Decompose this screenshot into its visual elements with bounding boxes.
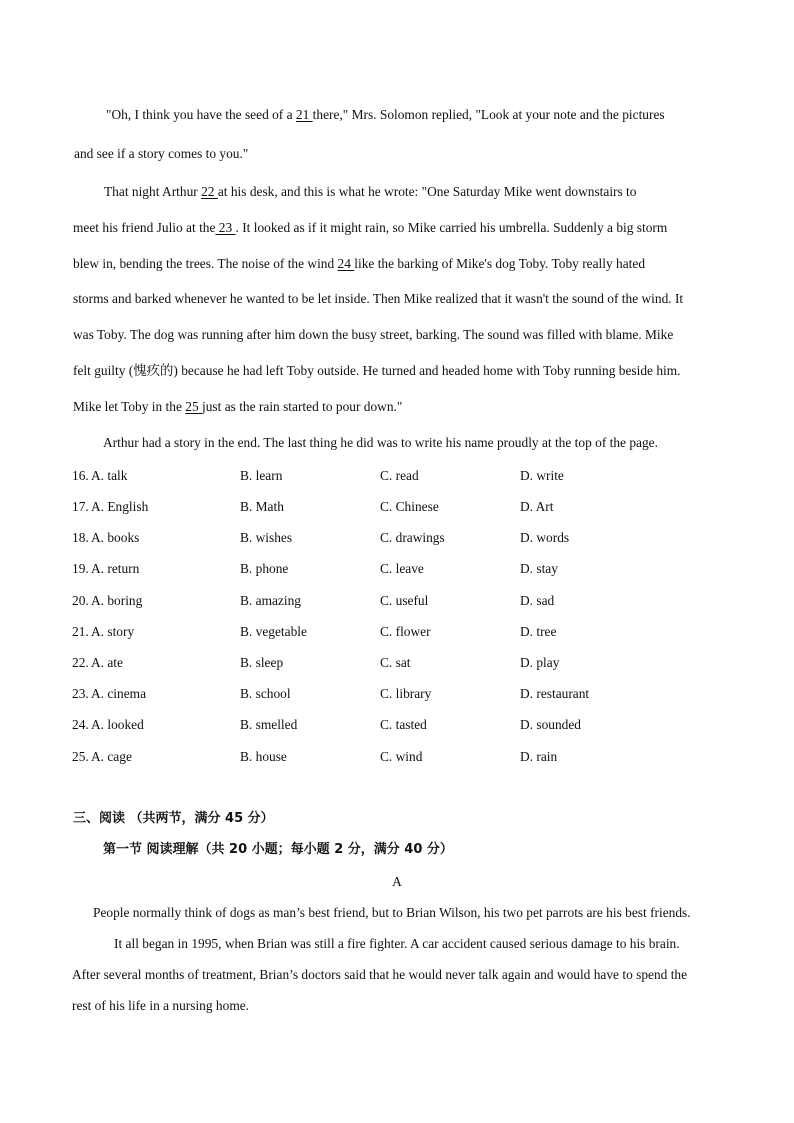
option-c: C. sat: [380, 655, 411, 670]
option-c: C. drawings: [380, 530, 445, 545]
option-b: B. sleep: [240, 655, 284, 670]
passage-line-8: felt guilty (愧疚的) because he had left Toby outside. He turned and headed home with Toby running beside him.: [73, 363, 681, 378]
option-d: D. rain: [520, 749, 558, 764]
blank-23: 23: [215, 220, 236, 235]
option-d: D. play: [520, 655, 560, 670]
reading-line-2: It all began in 1995, when Brian was still a fire fighter. A car accident caused serious damage to his brain.: [114, 936, 680, 951]
question-number: 23.: [72, 686, 89, 701]
passage-line-10: Arthur had a story in the end. The last thing he did was to write his name proudly at the top of the page.: [103, 435, 658, 450]
question-number: 22.: [72, 655, 89, 670]
option-c: C. leave: [380, 561, 424, 576]
option-d: D. write: [520, 468, 564, 483]
passage-line-7: was Toby. The dog was running after him down the busy street, barking. The sound was filled with blame. Mike: [73, 327, 674, 342]
passage-line-1: "Oh, I think you have the seed of a 21 there," Mrs. Solomon replied, "Look at your note and the pictures: [106, 107, 665, 122]
reading-line-1: People normally think of dogs as man’s best friend, but to Brian Wilson, his two pet parrots are his best friends.: [93, 905, 691, 920]
passage-line-3: That night Arthur 22 at his desk, and this is what he wrote: "One Saturday Mike went downstairs to: [104, 184, 637, 199]
passage-line-5: blew in, bending the trees. The noise of the wind 24 like the barking of Mike's dog Toby. Toby really hated: [73, 256, 646, 271]
section-subtitle: 第一节 阅读理解（共 20 小题；每小题 2 分，满分 40 分）: [103, 842, 453, 857]
option-a: A. looked: [91, 717, 144, 732]
option-b: B. vegetable: [240, 624, 307, 639]
question-number: 16.: [72, 468, 89, 483]
option-a: A. English: [91, 499, 149, 514]
option-d: D. Art: [520, 499, 554, 514]
section-title: 三、阅读 （共两节，满分 45 分）: [73, 811, 274, 826]
blank-25: 25: [185, 399, 203, 414]
option-c: C. flower: [380, 624, 431, 639]
option-b: B. school: [240, 686, 291, 701]
option-b: B. phone: [240, 561, 289, 576]
option-c: C. tasted: [380, 717, 427, 732]
option-d: D. sad: [520, 593, 555, 608]
question-number: 20.: [72, 593, 89, 608]
question-number: 25.: [72, 749, 89, 764]
option-a: A. ate: [91, 655, 123, 670]
passage-line-6: storms and barked whenever he wanted to be let inside. Then Mike realized that it wasn't the sound of the wind. It: [73, 291, 684, 306]
option-b: B. house: [240, 749, 287, 764]
option-a: A. boring: [91, 593, 143, 608]
passage-line-9: Mike let Toby in the 25 just as the rain started to pour down.": [73, 399, 403, 414]
question-number: 18.: [72, 530, 89, 545]
option-c: C. read: [380, 468, 419, 483]
question-number: 17.: [72, 499, 89, 514]
passage-line-2: and see if a story comes to you.": [74, 146, 249, 161]
passage-label: A: [392, 874, 402, 889]
blank-22: 22: [201, 184, 218, 199]
question-number: 24.: [72, 717, 89, 732]
option-b: B. amazing: [240, 593, 301, 608]
option-c: C. useful: [380, 593, 429, 608]
option-a: A. talk: [91, 468, 128, 483]
option-d: D. sounded: [520, 717, 581, 732]
reading-line-4: rest of his life in a nursing home.: [72, 998, 250, 1013]
option-b: B. learn: [240, 468, 283, 483]
option-b: B. smelled: [240, 717, 298, 732]
reading-line-3: After several months of treatment, Brian’s doctors said that he would never talk again and would have to spend the: [72, 967, 688, 982]
question-number: 19.: [72, 561, 89, 576]
blank-24: 24: [337, 256, 355, 271]
question-number: 21.: [72, 624, 89, 639]
option-a: A. cinema: [91, 686, 147, 701]
option-c: C. Chinese: [380, 499, 439, 514]
blank-21: 21: [295, 107, 313, 122]
option-a: A. books: [91, 530, 140, 545]
option-a: A. cage: [91, 749, 132, 764]
option-d: D. words: [520, 530, 570, 545]
option-a: A. return: [91, 561, 140, 576]
option-d: D. restaurant: [520, 686, 590, 701]
option-b: B. Math: [240, 499, 284, 514]
option-b: B. wishes: [240, 530, 293, 545]
option-c: C. library: [380, 686, 432, 701]
passage-line-4: meet his friend Julio at the 23 . It looked as if it might rain, so Mike carried his umbrella. Suddenly a big storm: [73, 220, 668, 235]
option-a: A. story: [91, 624, 135, 639]
option-c: C. wind: [380, 749, 423, 764]
option-d: D. stay: [520, 561, 558, 576]
option-d: D. tree: [520, 624, 557, 639]
